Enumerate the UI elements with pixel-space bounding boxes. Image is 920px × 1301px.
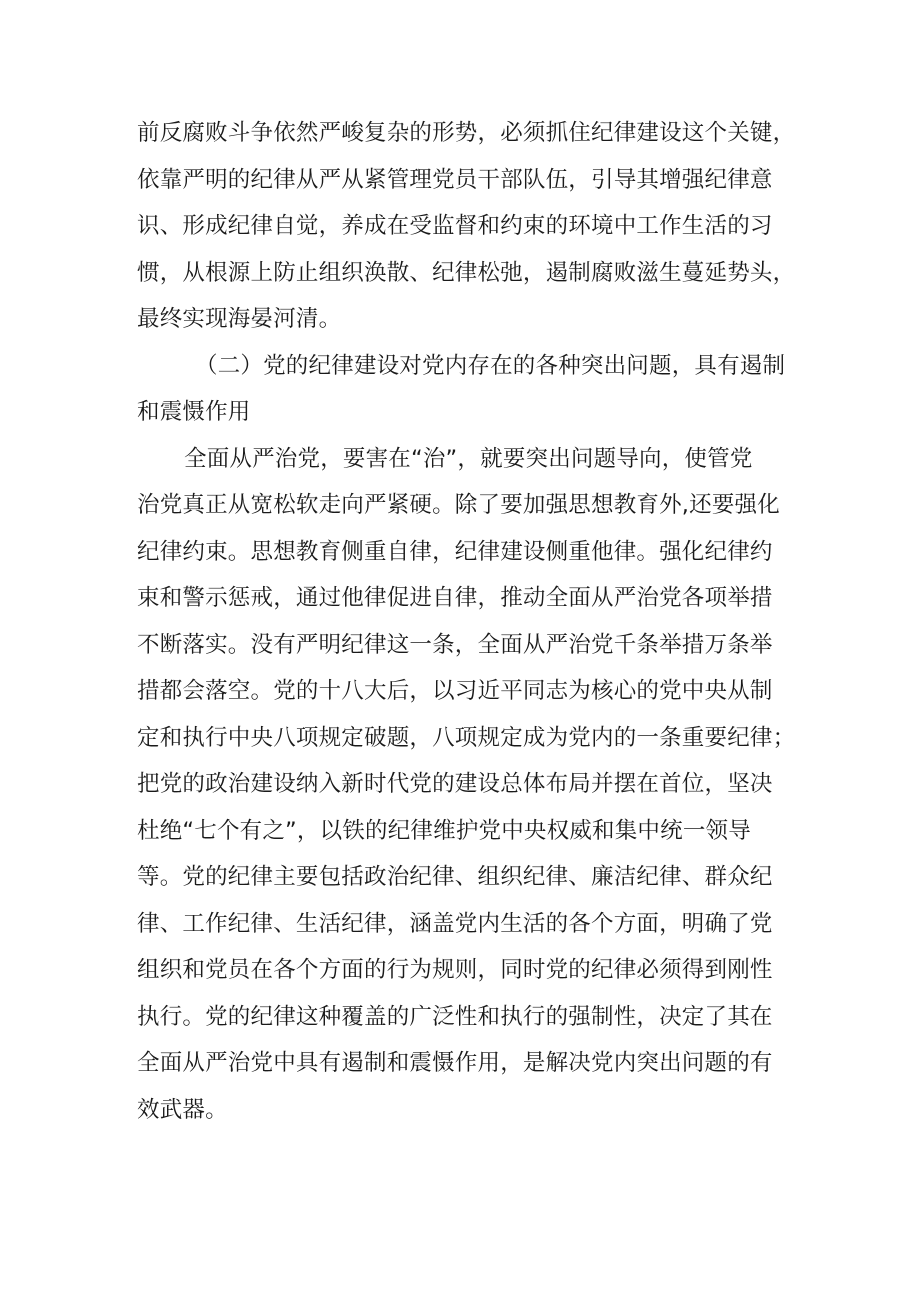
text-line: 效武器。: [137, 1096, 228, 1123]
text-line: 识、形成纪律自觉，养成在受监督和约束的环境中工作生活的习: [137, 213, 773, 239]
text-line: 惯，从根源上防止组织涣散、纪律松弛，遏制腐败滋生蔓延势头，: [137, 259, 796, 286]
paragraph-2: [137, 436, 797, 1134]
text-line: 把党的政治建设纳入新时代党的建设总体布局并摆在首位，坚决: [137, 771, 773, 797]
text-line: 纪律约束。思想教育侧重自律，纪律建设侧重他律。强化纪律约: [137, 538, 773, 565]
text-line: 治党真正从宽松软走向严紧硬。除了要加强思想教育外,还要强化: [137, 492, 780, 518]
text-line: 等。党的纪律主要包括政治纪律、组织纪律、廉洁纪律、群众纪: [137, 864, 773, 890]
heading-line: （二）党的纪律建设对党内存在的各种突出问题，具有遏制: [195, 352, 786, 379]
text-line: 不断落实。没有严明纪律这一条，全面从严治党千条举措万条举: [137, 631, 773, 658]
section-heading: [137, 343, 797, 436]
text-line: 束和警示惩戒，通过他律促进自律，推动全面从严治党各项举措: [137, 585, 773, 611]
text-line: 措都会落空。党的十八大后，以习近平同志为核心的党中央从制: [137, 678, 773, 704]
text-line: 杜绝“七个有之”，以铁的纪律维护党中央权威和集中统一领导: [137, 817, 751, 844]
text-line: 前反腐败斗争依然严峻复杂的形势，必须抓住纪律建设这个关键，: [137, 120, 796, 146]
paragraph-1: [137, 110, 797, 343]
text-line: 依靠严明的纪律从严从紧管理党员干部队伍，引导其增强纪律意: [137, 166, 773, 193]
text-line: 执行。党的纪律这种覆盖的广泛性和执行的强制性，决定了其在: [137, 1003, 773, 1030]
text-line: 律、工作纪律、生活纪律，涵盖党内生活的各个方面，明确了党: [137, 910, 773, 937]
text-line: 组织和党员在各个方面的行为规则，同时党的纪律必须得到刚性: [137, 957, 773, 983]
text-line: 全面从严治党中具有遏制和震慑作用，是解决党内突出问题的有: [137, 1050, 773, 1076]
text-line: 定和执行中央八项规定破题，八项规定成为党内的一条重要纪律；: [137, 724, 796, 751]
heading-line: 和震慑作用: [137, 399, 251, 425]
text-line: 全面从严治党，要害在“治”，就要突出问题导向，使管党: [184, 445, 753, 472]
text-line: 最终实现海晏河清。: [137, 306, 342, 332]
document-body: [137, 110, 797, 1133]
